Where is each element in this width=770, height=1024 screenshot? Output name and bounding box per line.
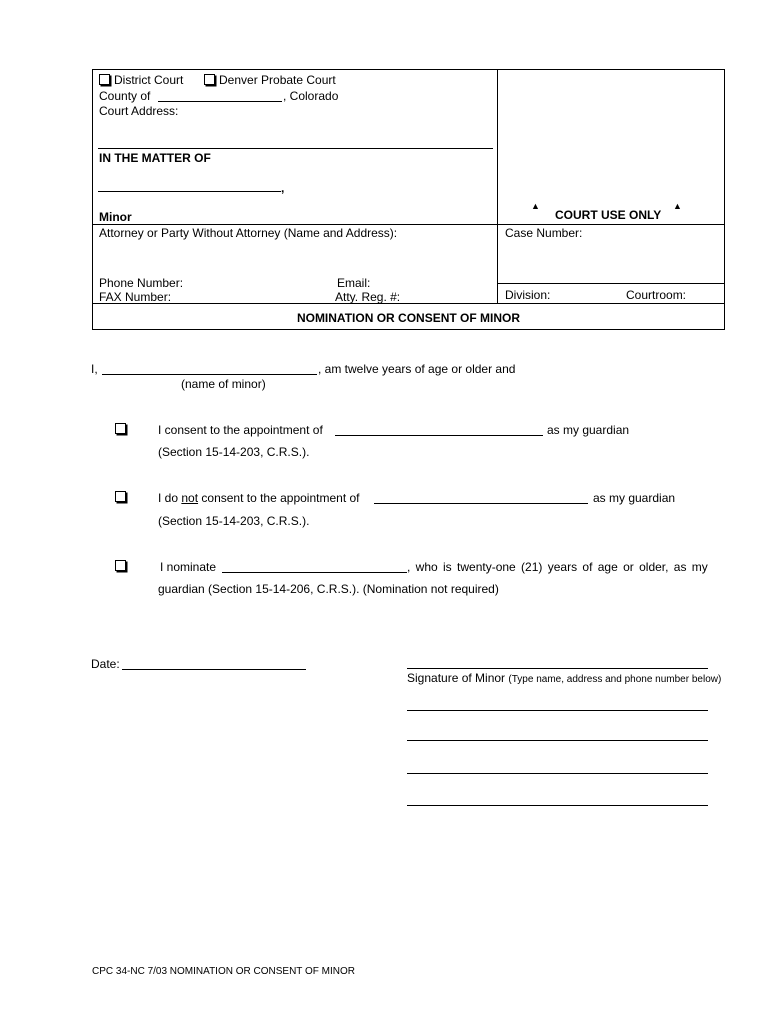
attorney-label: Attorney or Party Without Attorney (Name and Address): xyxy=(99,226,398,240)
name-of-minor-caption: (name of minor) xyxy=(181,377,266,391)
age-statement: , am twelve years of age or older and xyxy=(318,362,516,376)
date-label: Date: xyxy=(91,657,120,671)
not-consent-checkbox[interactable] xyxy=(115,491,126,502)
courtroom-label: Courtroom: xyxy=(626,288,687,302)
form-footer: CPC 34-NC 7/03 NOMINATION OR CONSENT OF MINOR xyxy=(92,966,355,977)
opt3-age-text: , who is twenty-one (21) years of age or older, as my xyxy=(407,560,708,574)
caption-top-border xyxy=(92,69,725,70)
caption-row-divider xyxy=(92,224,725,225)
i-prefix: I, xyxy=(91,362,98,376)
opt1-text: I consent to the appointment of xyxy=(158,423,323,437)
form-title: NOMINATION OR CONSENT OF MINOR xyxy=(296,311,521,325)
minor-info-line[interactable] xyxy=(407,710,708,711)
caption-middle-divider xyxy=(497,69,498,303)
opt3-text: I nominate xyxy=(160,560,217,574)
arrow-up-icon: ▲ xyxy=(673,201,682,211)
fax-label: FAX Number: xyxy=(99,290,172,304)
date-field-line[interactable] xyxy=(122,669,306,670)
consent-guardian-name-line[interactable] xyxy=(335,435,543,436)
opt2-guardian-text: as my guardian xyxy=(593,491,676,505)
atty-reg-label: Atty. Reg. #: xyxy=(335,290,401,304)
email-label: Email: xyxy=(337,276,371,290)
division-label: Division: xyxy=(505,288,551,302)
caption-bottom-border xyxy=(92,329,725,330)
signature-label xyxy=(407,671,721,685)
case-division-divider xyxy=(497,283,725,284)
nominee-name-line[interactable] xyxy=(222,572,407,573)
signature-label-text: Signature of Minor xyxy=(407,671,506,685)
nominate-checkbox[interactable] xyxy=(115,560,126,571)
opt2-i-do: I do xyxy=(158,491,179,505)
signature-note: (Type name, address and phone number below) xyxy=(508,674,722,685)
signature-line[interactable] xyxy=(407,668,708,669)
district-court-checkbox[interactable] xyxy=(99,74,110,85)
opt2-section: (Section 15-14-203, C.R.S.). xyxy=(158,514,310,528)
opt3-section: guardian (Section 15-14-206, C.R.S.). (Nomination not required) xyxy=(158,582,499,596)
county-of-label: County of xyxy=(99,89,151,103)
denver-probate-option[interactable]: Denver Probate Court xyxy=(204,73,336,87)
consent-checkbox[interactable] xyxy=(115,423,126,434)
county-field[interactable] xyxy=(158,101,282,102)
minor-label: Minor xyxy=(99,210,132,224)
caption-left-border xyxy=(92,69,93,329)
opt1-section: (Section 15-14-203, C.R.S.). xyxy=(158,445,310,459)
court-use-only-label: COURT USE ONLY xyxy=(555,208,662,222)
opt2-consent-text: consent to the appointment of xyxy=(201,491,360,505)
in-the-matter-of-label: IN THE MATTER OF xyxy=(99,151,211,165)
arrow-up-icon: ▲ xyxy=(531,201,540,211)
comma: , xyxy=(281,181,285,195)
phone-label: Phone Number: xyxy=(99,276,184,290)
caption-title-divider xyxy=(92,303,725,304)
minor-info-line[interactable] xyxy=(407,773,708,774)
minor-info-line[interactable] xyxy=(407,740,708,741)
opt1-guardian-text: as my guardian xyxy=(547,423,630,437)
opt2-text xyxy=(158,491,360,505)
colorado-label: , Colorado xyxy=(283,89,339,103)
caption-right-border xyxy=(724,69,725,329)
case-number-label: Case Number: xyxy=(505,226,583,240)
court-address-label: Court Address: xyxy=(99,104,179,118)
denver-probate-checkbox[interactable] xyxy=(204,74,215,85)
opt2-not: not xyxy=(181,491,199,505)
minor-name-field[interactable] xyxy=(98,191,281,192)
not-consent-guardian-name-line[interactable] xyxy=(374,503,588,504)
court-address-field[interactable] xyxy=(98,148,493,149)
minor-info-line[interactable] xyxy=(407,805,708,806)
minor-name-input-line[interactable] xyxy=(102,374,317,375)
district-court-option[interactable]: District Court xyxy=(99,73,183,87)
